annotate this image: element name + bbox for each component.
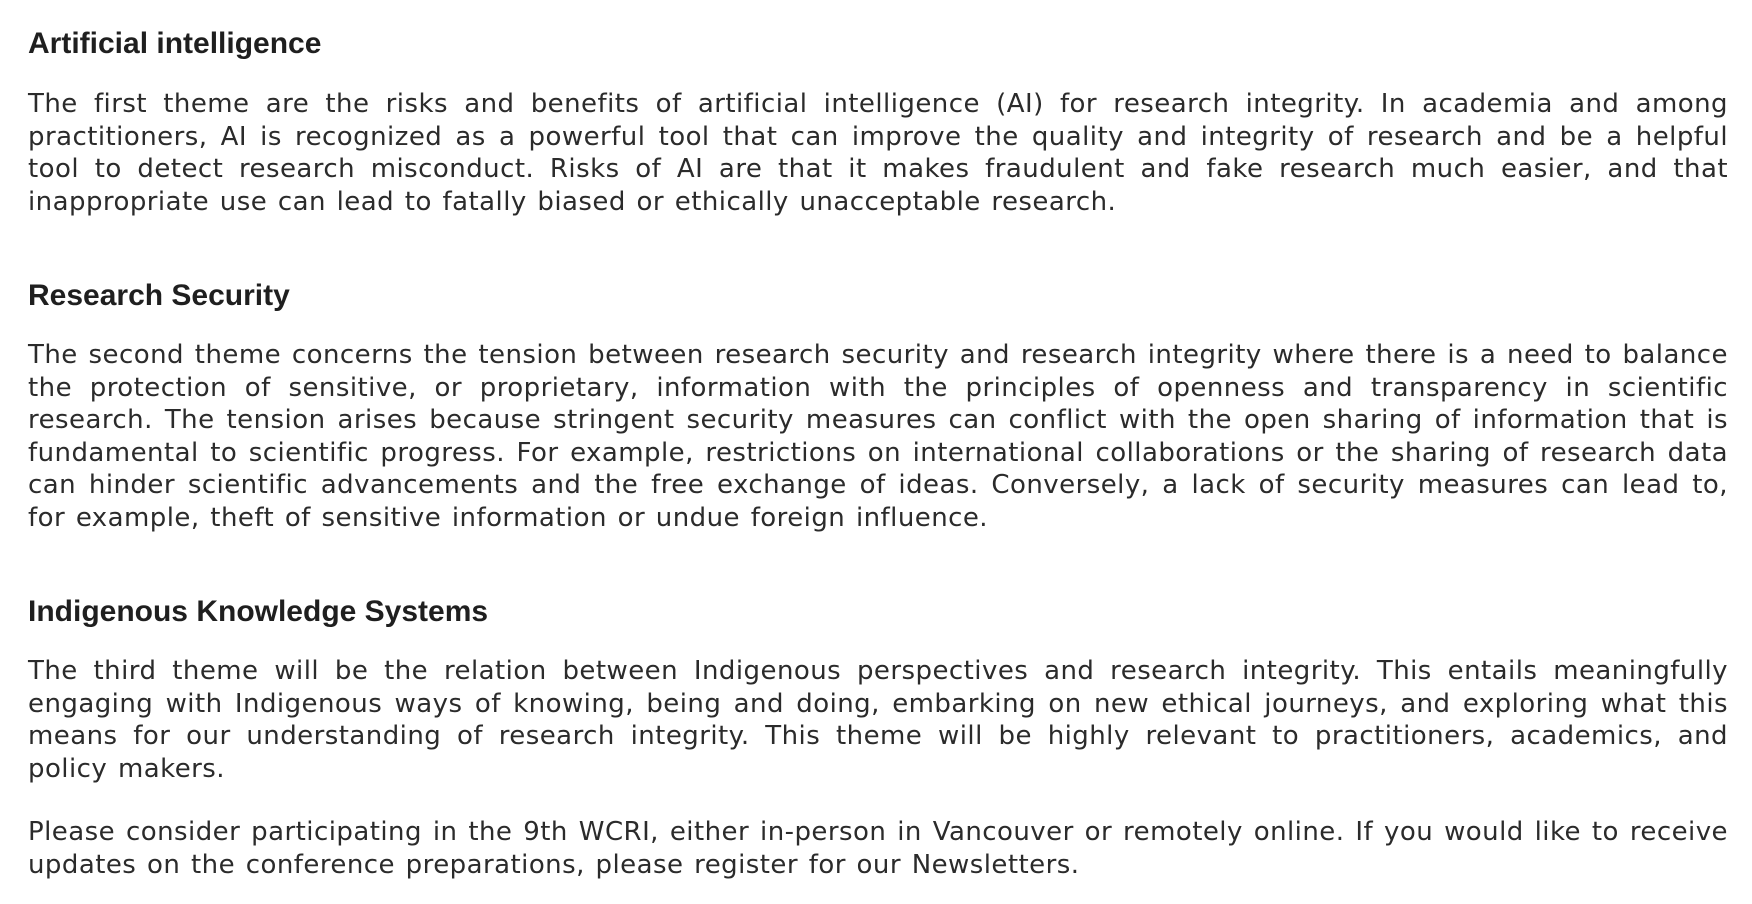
section-body-indigenous-knowledge-systems: The third theme will be the relation between Indigenous perspectives and research integrity. This entails meaningfully engaging with Indigenous ways of knowing, being and doing, embarking on new ethical journeys, and exploring what this means for our understanding of research integrity. This theme will be highly relevant to practitioners, academics, and policy makers. <box>28 656 1728 784</box>
section-heading-research-security: Research Security <box>28 279 290 312</box>
section-body-artificial-intelligence: The first theme are the risks and benefits of artificial intelligence (AI) for research integrity. In academia and among practitioners, AI is recognized as a powerful tool that can improve the quality and integrity of research and be a helpful tool to detect research misconduct. Risks of AI are that it makes fraudulent and fake research much easier, and that inappropriate use can lead to fatally biased or ethically unacceptable research. <box>28 89 1728 217</box>
closing-paragraph: Please consider participating in the 9th WCRI, either in-person in Vancouver or remotely online. If you would like to receive updates on the conference preparations, please register for our Newsletters. <box>28 817 1728 880</box>
section-body-research-security: The second theme concerns the tension between research security and research integrity where there is a need to balance the protection of sensitive, or proprietary, information with the principles of openness and transparency in scientific research. The tension arises because stringent security measures can conflict with the open sharing of information that is fundamental to scientific progress. For example, restrictions on international collaborations or the sharing of research data can hinder scientific advancements and the free exchange of ideas. Conversely, a lack of security measures can lead to, for example, theft of sensitive information or undue foreign influence. <box>28 340 1728 533</box>
section-heading-indigenous-knowledge-systems: Indigenous Knowledge Systems <box>28 595 489 628</box>
section-heading-artificial-intelligence: Artificial intelligence <box>28 27 322 60</box>
